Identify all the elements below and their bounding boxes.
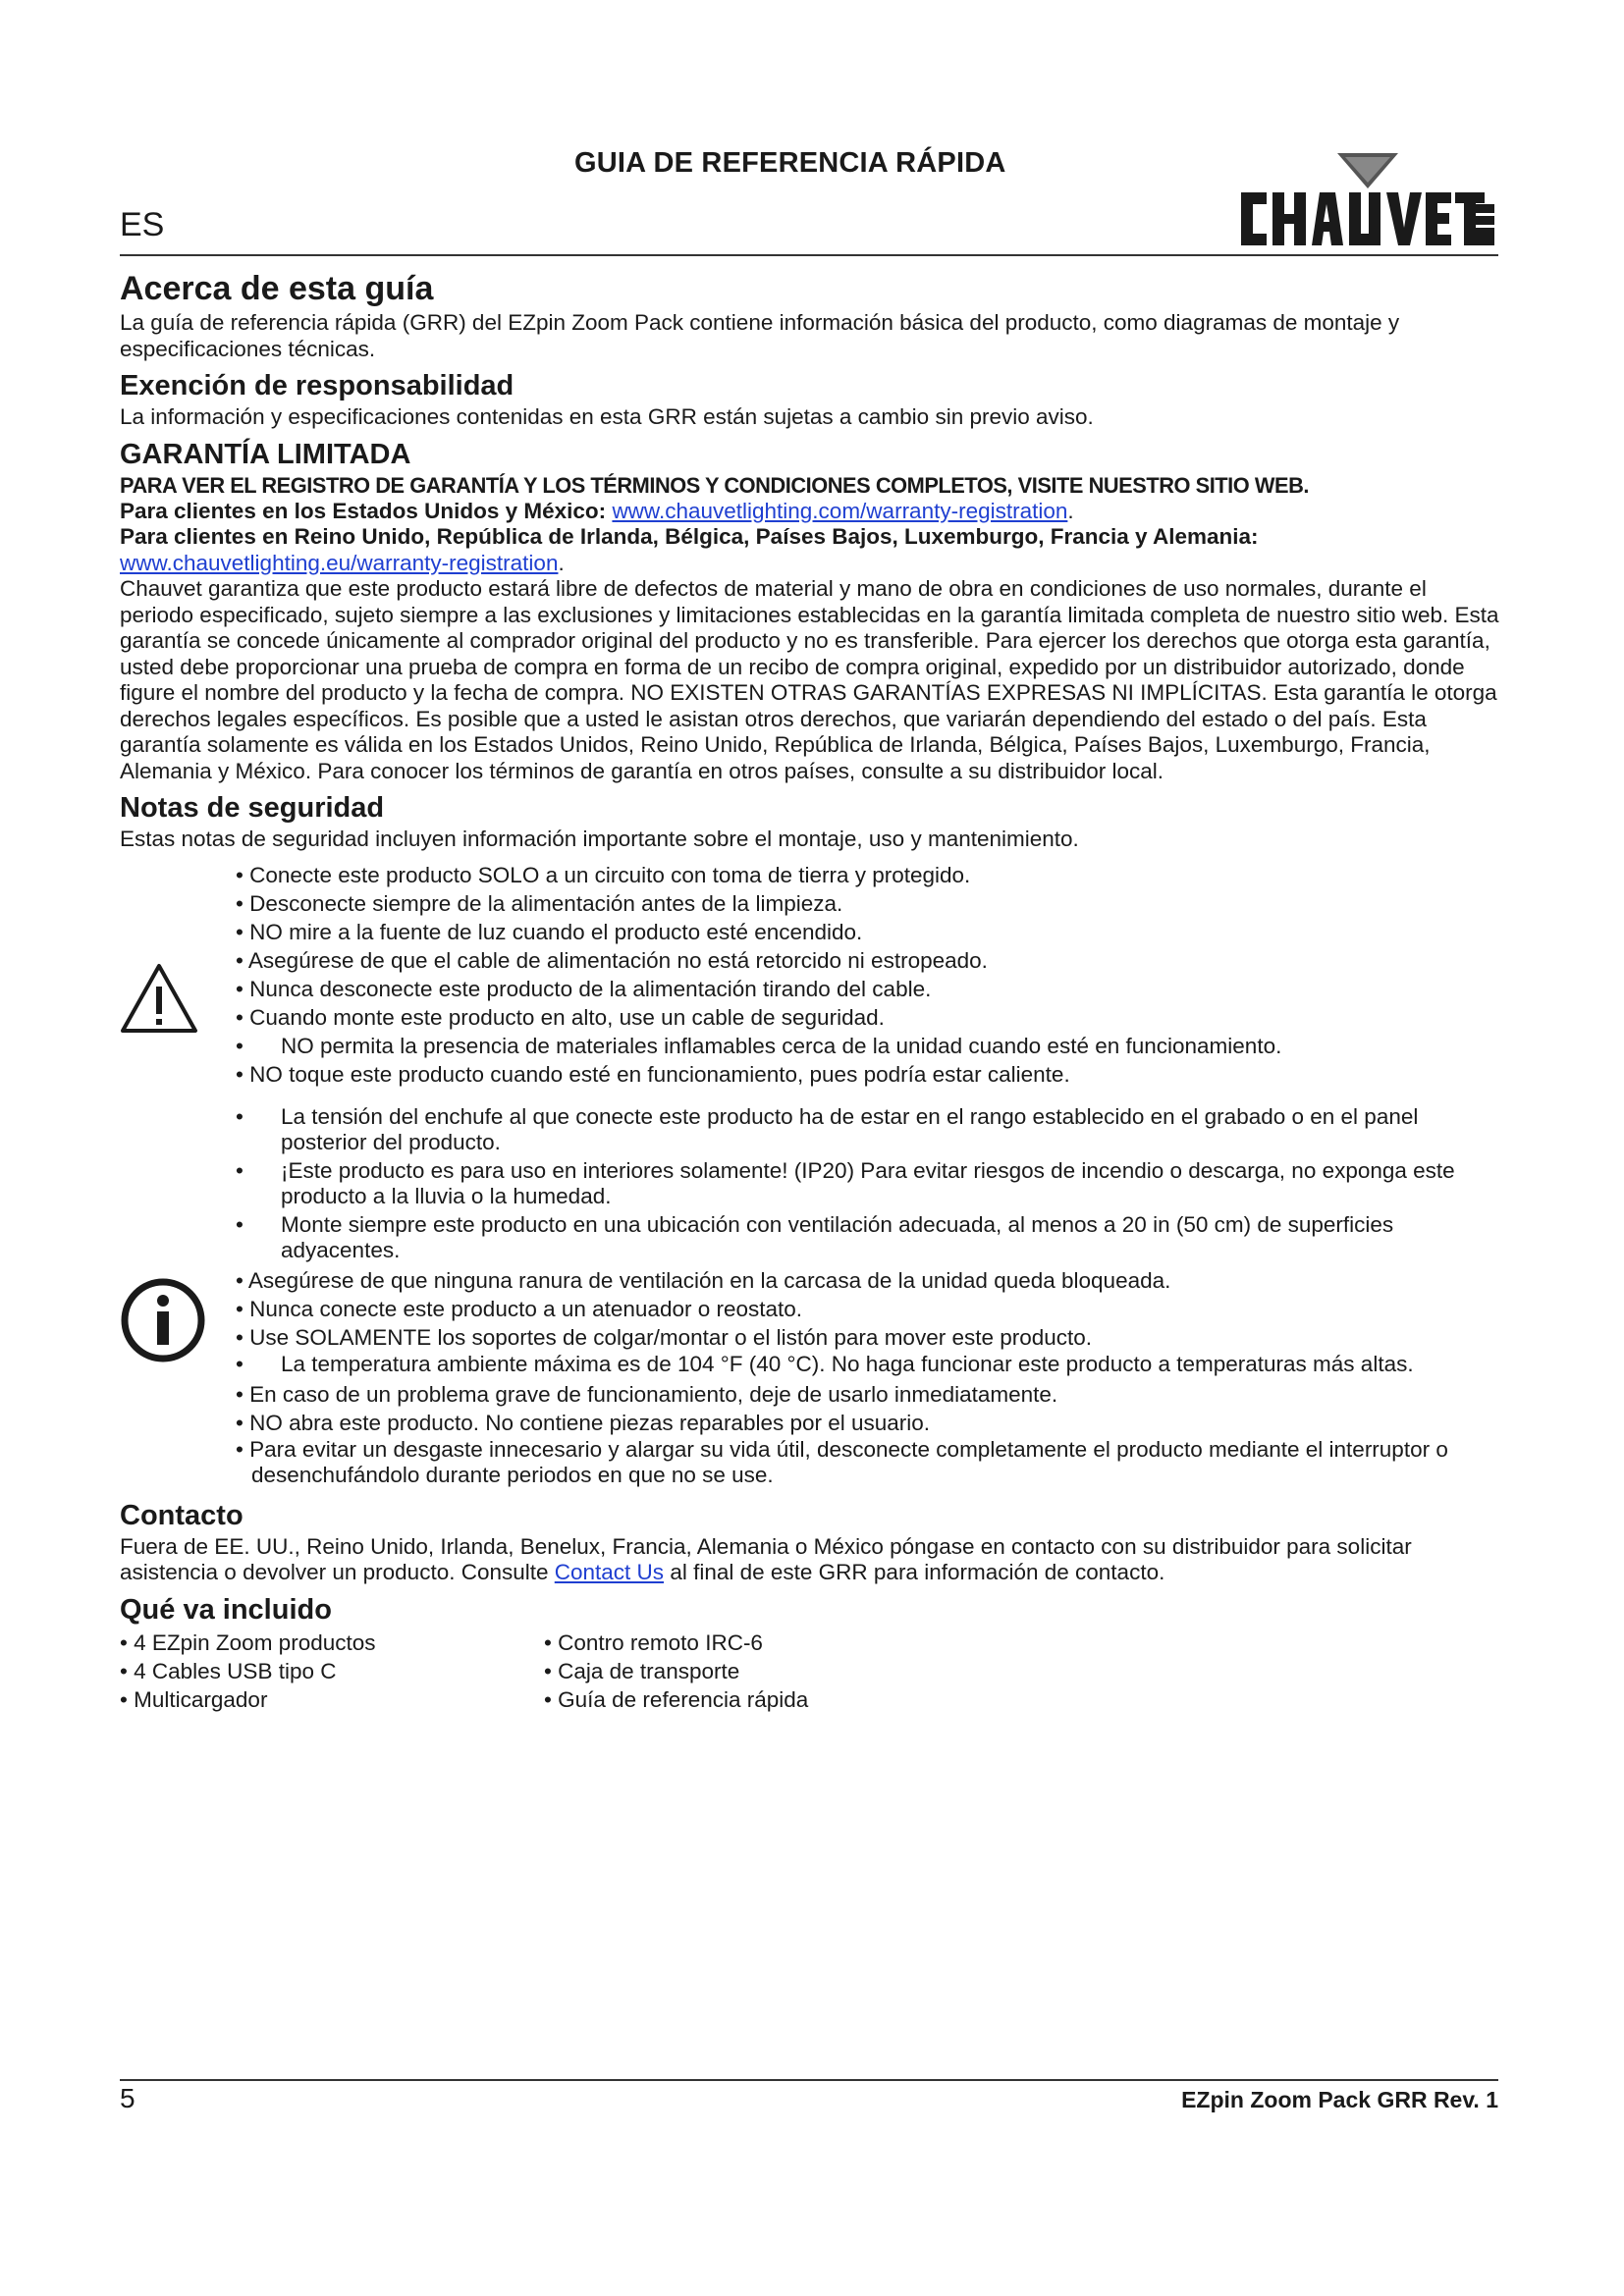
disclaimer-text: La información y especificaciones contenidas en esta GRR están sujetas a cambio sin previo aviso. <box>120 404 1094 429</box>
list-item: • NO toque este producto cuando esté en funcionamiento, pues podría estar caliente. <box>236 1061 1070 1087</box>
warranty-eu-label: Para clientes en Reino Unido, República de Irlanda, Bélgica, Países Bajos, Luxemburgo, Francia y Alemania: <box>120 524 1259 549</box>
page-number: 5 <box>120 2083 135 2113</box>
footer-doc-title: EZpin Zoom Pack GRR Rev. 1 <box>1181 2087 1498 2112</box>
list-item: • Caja de transporte <box>544 1658 740 1683</box>
warnings-block <box>120 861 1504 1089</box>
list-item: • Asegúrese de que el cable de alimentación no está retorcido ni estropeado. <box>236 947 988 973</box>
list-item: • Para evitar un desgaste innecesario y alargar su vida útil, desconecte completamente el producto mediante el interruptor o desenchufándolo durante periodos en que no se use. <box>236 1436 1448 1487</box>
disclaimer-heading: Exención de responsabilidad <box>120 370 514 401</box>
list-item: • 4 EZpin Zoom productos <box>120 1629 376 1655</box>
included-list-right <box>544 1629 808 1714</box>
list-item: • Nunca conecte este producto a un atenuador o reostato. <box>236 1296 803 1321</box>
list-item: • Nunca desconecte este producto de la alimentación tirando del cable. <box>236 976 932 1001</box>
chauvet-dj-logo <box>1239 147 1496 257</box>
list-item: • La temperatura ambiente máxima es de 104 °F (40 °C). No haga funcionar este producto a temperaturas más altas. <box>236 1351 1414 1376</box>
footer-rule <box>120 2079 1498 2081</box>
info-list <box>120 1104 1504 1488</box>
list-item: • Use SOLAMENTE los soportes de colgar/montar o el listón para mover este producto. <box>236 1324 1093 1350</box>
list-item: • En caso de un problema grave de funcionamiento, deje de usarlo inmediatamente. <box>236 1381 1058 1407</box>
warranty-eu-line: Para clientes en Reino Unido, República de Irlanda, Bélgica, Países Bajos, Luxemburgo, Francia y Alemania: www.chauvetlighting.eu/warranty-registration. <box>120 524 1259 575</box>
list-item: • ¡Este producto es para uso en interiores solamente! (IP20) Para evitar riesgos de incendio o descarga, no exponga este producto a la lluvia o la humedad. <box>236 1157 1455 1208</box>
list-item: • NO permita la presencia de materiales inflamables cerca de la unidad cuando esté en funcionamiento. <box>236 1033 1282 1058</box>
list-item: • Desconecte siempre de la alimentación antes de la limpieza. <box>236 890 843 916</box>
list-item: • Conecte este producto SOLO a un circuito con toma de tierra y protegido. <box>236 862 971 887</box>
list-item: • NO mire a la fuente de luz cuando el producto esté encendido. <box>236 919 863 944</box>
warnings-list <box>120 861 1504 1089</box>
page-content <box>120 265 1504 1714</box>
about-text: La guía de referencia rápida (GRR) del EZpin Zoom Pack contiene información básica del producto, como diagramas de montaje y especificaciones técnicas. <box>120 310 1400 361</box>
included-list-left <box>120 1629 544 1714</box>
list-item: • Contro remoto IRC-6 <box>544 1629 763 1655</box>
safety-intro: Estas notas de seguridad incluyen información importante sobre el montaje, uso y mantenimiento. <box>120 827 1079 851</box>
warranty-us-label: Para clientes en los Estados Unidos y México: <box>120 498 607 523</box>
warranty-us-link[interactable]: www.chauvetlighting.com/warranty-registration <box>612 498 1068 523</box>
list-item: • Monte siempre este producto en una ubicación con ventilación adecuada, al menos a 20 in (50 cm) de superficies adyacentes. <box>236 1211 1394 1262</box>
info-block <box>120 1104 1504 1488</box>
list-item: • Guía de referencia rápida <box>544 1686 809 1712</box>
warranty-us-line: Para clientes en los Estados Unidos y México: www.chauvetlighting.com/warranty-registration. <box>120 498 1074 523</box>
list-item: • NO abra este producto. No contiene piezas reparables por el usuario. <box>236 1410 931 1435</box>
warranty-caps-line: PARA VER EL REGISTRO DE GARANTÍA Y LOS TÉRMINOS Y CONDICIONES COMPLETOS, VISITE NUESTRO SITIO WEB. <box>120 472 1309 498</box>
contact-text: Fuera de EE. UU., Reino Unido, Irlanda, Benelux, Francia, Alemania o México póngase en contacto con su distribuidor para solicitar asistencia o devolver un producto. Consulte Contact Us al final de este GRR para información de contacto. <box>120 1533 1412 1584</box>
safety-heading: Notas de seguridad <box>120 792 385 824</box>
warranty-body: Chauvet garantiza que este producto estará libre de defectos de material y mano de obra en condiciones de uso normales, durante el periodo especificado, sujeto siempre a las exclusiones y limitaciones establecidas en la garantía limitada completa de nuestro sitio web. Esta garantía se concede únicamente al comprador original del producto y no es transferible. Para ejercer los derechos que otorga esta garantía, usted debe proporcionar una prueba de compra en forma de un recibo de compra original, expedido por un distribuidor autorizado, donde figure el nombre del producto y la fecha de compra. NO EXISTEN OTRAS GARANTÍAS EXPRESAS NI IMPLÍCITAS. Esta garantía le otorga derechos legales específicos. Es posible que a usted le asistan otros derechos, que variarán dependiendo del estado o del país. Esta garantía solamente es válida en los Estados Unidos, Reino Unido, República de Irlanda, Bélgica, Países Bajos, Luxemburgo, Francia, Alemania y México. Para conocer los términos de garantía en otros países, consulte a su distribuidor local. <box>120 576 1499 783</box>
included-heading: Qué va incluido <box>120 1593 332 1626</box>
language-code: ES <box>120 206 165 243</box>
contact-heading: Contacto <box>120 1499 244 1531</box>
included-lists <box>120 1629 1504 1714</box>
warranty-heading: GARANTÍA LIMITADA <box>120 438 411 470</box>
warning-triangle-icon <box>120 963 198 1034</box>
list-item: • 4 Cables USB tipo C <box>120 1658 337 1683</box>
list-item: • La tensión del enchufe al que conecte este producto ha de estar en el rango establecido en el grabado o en el panel posterior del producto. <box>236 1103 1419 1154</box>
list-item: • Multicargador <box>120 1686 268 1712</box>
info-icon <box>120 1277 206 1363</box>
contact-us-link[interactable]: Contact Us <box>554 1560 665 1584</box>
about-heading: Acerca de esta guía <box>120 270 434 307</box>
warranty-eu-link[interactable]: www.chauvetlighting.eu/warranty-registration <box>120 550 559 575</box>
list-item: • Asegúrese de que ninguna ranura de ventilación en la carcasa de la unidad queda bloqueada. <box>236 1267 1171 1293</box>
list-item: • Cuando monte este producto en alto, use un cable de seguridad. <box>236 1004 885 1030</box>
page-title: GUIA DE REFERENCIA RÁPIDA <box>574 147 1006 179</box>
header-rule <box>120 254 1498 256</box>
